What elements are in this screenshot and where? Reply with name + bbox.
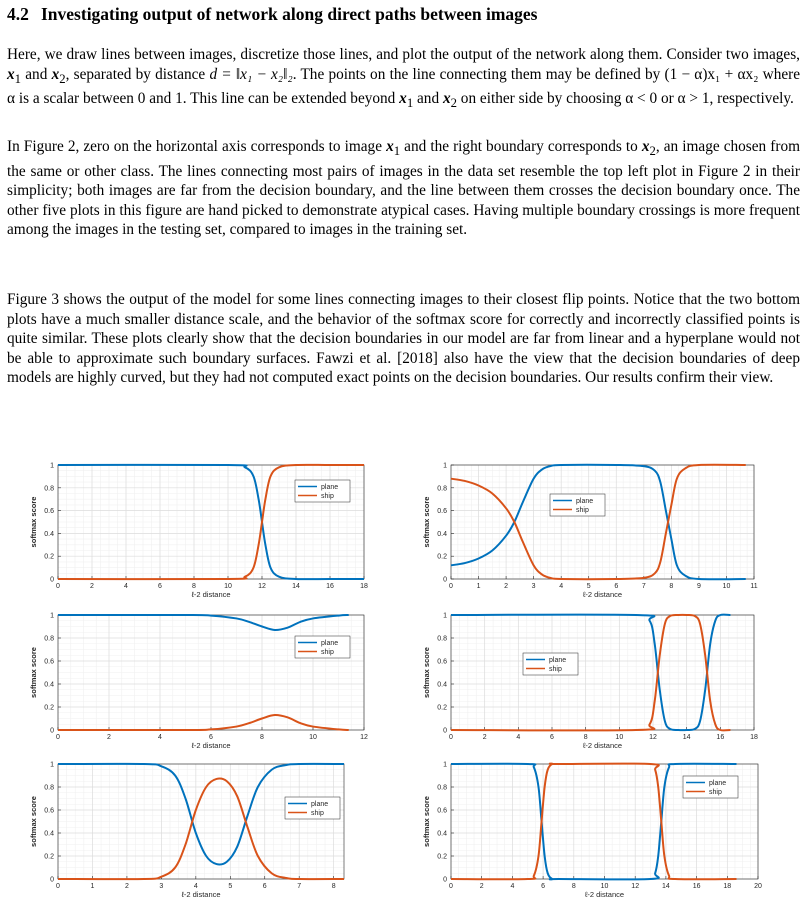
y-tick-label: 0.8 (437, 485, 447, 493)
x-axis-label: ℓ-2 distance (584, 890, 625, 899)
x-tick-label: 16 (692, 883, 701, 890)
y-tick-label: 0.2 (44, 553, 54, 561)
x-tick-label: 4 (510, 883, 515, 890)
x-tick-label: 0 (56, 734, 60, 741)
x-tick-label: 10 (615, 734, 624, 741)
p1-text-4: where α is a scalar between 0 and 1. This line can be extended beyond (7, 65, 801, 108)
x-tick-label: 12 (360, 734, 368, 741)
y-tick-label: 0 (50, 876, 54, 884)
x-axis-label: ℓ-2 distance (191, 590, 231, 599)
p1-distance-formula: d = ‖x₁ − x₂‖₂ (209, 65, 293, 83)
y-tick-label: 0.8 (44, 784, 54, 792)
y-axis-label: softmax score (29, 647, 38, 698)
chart-4 (422, 613, 758, 751)
x-tick-label: 6 (209, 734, 213, 741)
y-tick-label: 0.4 (437, 830, 447, 838)
x-tick-label: 3 (531, 583, 536, 590)
x-tick-label: 10 (309, 734, 317, 741)
x-tick-label: 6 (550, 734, 554, 741)
x-tick-label: 10 (224, 583, 232, 590)
legend-label-ship: ship (576, 507, 589, 514)
y-tick-label: 0.8 (44, 635, 54, 643)
y-tick-label: 0.6 (437, 658, 447, 666)
x-tick-label: 4 (124, 583, 128, 590)
chart-6 (422, 762, 762, 900)
y-tick-label: 0.2 (437, 704, 447, 712)
chart-5 (29, 762, 344, 900)
section-heading (7, 4, 538, 25)
x-tick-label: 8 (669, 583, 674, 590)
section-title: Investigating output of network along direct paths between images (41, 4, 538, 24)
p2-text-2: and the right boundary corresponds to (404, 138, 638, 155)
p1-and-2: and (417, 90, 440, 108)
legend-label-ship: ship (709, 789, 722, 796)
x-tick-label: 20 (754, 883, 762, 890)
y-tick-label: 0.2 (437, 853, 447, 861)
legend-label-plane: plane (549, 657, 567, 664)
y-tick-label: 0.4 (437, 530, 447, 538)
x-tick-label: 0 (449, 734, 453, 741)
y-tick-label: 0.6 (44, 508, 54, 516)
p3-softmax: softmax (416, 310, 466, 328)
x-tick-label: 8 (192, 583, 196, 590)
paragraph-3 (7, 290, 800, 388)
x-tick-label: 6 (614, 583, 619, 590)
x-tick-label: 1 (476, 583, 481, 590)
x-tick-label: 0 (56, 583, 60, 590)
y-tick-label: 0 (443, 727, 447, 735)
y-tick-label: 0 (443, 576, 447, 584)
x-tick-label: 6 (158, 583, 162, 590)
x-tick-label: 7 (641, 583, 646, 590)
legend-label-ship: ship (321, 649, 334, 656)
x-tick-label: 2 (90, 583, 94, 590)
chart-1 (29, 463, 368, 600)
x-tick-label: 0 (449, 883, 453, 890)
x-tick-label: 12 (258, 583, 266, 590)
x-tick-label: 9 (696, 583, 701, 590)
x-tick-label: 8 (571, 883, 576, 890)
p2-text-3: , an image chosen from the same or other class. The lines connecting most pairs of images in the data set resemble the top left plot in Figure 2 in their simplicity; both images are far from the decision boundary, and the line between them crosses the decision boundary once. The other five plots in this figure are hand picked to demonstrate atypical cases. Having multiple boundary crossings is more frequent among the images in the testing set, compared to images in the training set. (7, 138, 800, 239)
x-tick-label: 18 (723, 883, 732, 890)
x-tick-label: 12 (631, 883, 640, 890)
x-tick-label: 10 (722, 583, 731, 590)
legend-label-ship: ship (321, 493, 334, 500)
p1-combo-formula: (1 − α)x₁ + αx₂ (664, 65, 759, 83)
x-tick-label: 16 (716, 734, 725, 741)
paragraph-2: In Figure 2, zero on the horizontal axis corresponds to image $x_1$ and the right boundary corresponds to $x_2$, an image chosen from the same or other class. The lines connecting most pairs of images in the data set resemble the top left plot in Figure 2 in their simplicity; both images are far from the decision boundary, and the line between them crosses the decision boundary once. The other five plots in this figure are hand picked to demonstrate atypical cases. Having multiple boundary crossings is more frequent among the images in the testing set, compared to images in the training set. (7, 138, 800, 239)
y-axis-label: softmax score (422, 647, 431, 698)
y-tick-label: 0.8 (437, 784, 447, 792)
x-tick-label: 2 (124, 883, 129, 890)
x-tick-label: 0 (449, 583, 453, 590)
x-tick-label: 14 (662, 883, 670, 890)
x-tick-label: 4 (559, 583, 564, 590)
y-tick-label: 1 (50, 761, 54, 769)
y-tick-label: 0.6 (44, 807, 54, 815)
y-tick-label: 1 (443, 462, 447, 470)
legend-label-plane: plane (321, 484, 339, 491)
y-tick-label: 0.4 (44, 830, 54, 838)
y-tick-label: 0.6 (437, 508, 447, 516)
x-tick-label: 5 (586, 583, 591, 590)
section-number: 4.2 (7, 4, 29, 24)
y-axis-label: softmax score (422, 496, 431, 548)
x-tick-label: 11 (750, 583, 758, 590)
p1-text-3: . The points on the line connecting them may be defined by (292, 65, 661, 83)
chart-2 (422, 463, 758, 600)
paragraph-1: Here, we draw lines between images, discretize those lines, and plot the output of the network along them. Consider two images, $x_1$ and $x_2$, separated by distance d = ‖x₁ − x₂‖₂. The points on the line connecting them may be defined by (1 − α)x₁ + αx₂ where α is a scalar between 0 and 1. This line can be extended beyond $x_1$ and $x_2$ on either side by choosing α < 0 or α > 1, respectively. (7, 46, 801, 111)
legend-label-plane: plane (311, 801, 329, 808)
y-axis-label: softmax score (29, 496, 38, 548)
y-axis-label: softmax score (29, 796, 38, 847)
figure-softmax-plots (0, 455, 807, 906)
p2-text-1: In Figure 2, zero on the horizontal axis corresponds to image (7, 138, 382, 155)
x-tick-label: 3 (159, 883, 164, 890)
y-tick-label: 0.8 (437, 635, 447, 643)
y-tick-label: 0.6 (44, 658, 54, 666)
x-tick-label: 7 (297, 883, 302, 890)
x-axis-label: ℓ-2 distance (582, 590, 623, 599)
x-tick-label: 8 (583, 734, 588, 741)
y-tick-label: 0.8 (44, 485, 54, 493)
x-tick-label: 16 (326, 583, 334, 590)
x-axis-label: ℓ-2 distance (582, 741, 623, 750)
x-tick-label: 2 (482, 734, 487, 741)
p1-text-1: Here, we draw lines between images, discretize those lines, and plot the output of the network along them. Consider two images, (7, 46, 800, 63)
legend-label-ship: ship (311, 810, 324, 817)
x-tick-label: 12 (649, 734, 657, 741)
y-tick-label: 1 (443, 612, 447, 620)
x-tick-label: 2 (504, 583, 509, 590)
x-tick-label: 6 (262, 883, 267, 890)
x-tick-label: 8 (331, 883, 336, 890)
y-tick-label: 0.6 (437, 807, 447, 815)
x-tick-label: 1 (90, 883, 95, 890)
p1-and-1: and (25, 65, 48, 83)
y-tick-label: 0.2 (44, 704, 54, 712)
x-tick-label: 14 (292, 583, 300, 590)
series-line-plane (58, 615, 349, 630)
legend-label-plane: plane (576, 498, 594, 505)
x-tick-label: 18 (360, 583, 368, 590)
x-tick-label: 14 (682, 734, 691, 741)
x-tick-label: 0 (56, 883, 60, 890)
x-tick-label: 6 (541, 883, 546, 890)
p3-text-1: Figure 3 shows the output of the model for some lines connecting images to their closest flip points. Notice that the two bottom plots have a much smaller distance scale, and the behavior of the (7, 291, 800, 328)
x-tick-label: 2 (479, 883, 484, 890)
y-tick-label: 0.4 (44, 530, 54, 538)
series-line-ship (58, 715, 349, 730)
y-tick-label: 1 (50, 462, 54, 470)
y-tick-label: 1 (443, 761, 447, 769)
x-tick-label: 4 (158, 734, 162, 741)
x-tick-label: 5 (228, 883, 233, 890)
y-tick-label: 0.2 (437, 553, 447, 561)
y-axis-label: softmax score (422, 796, 431, 847)
x-tick-label: 4 (516, 734, 521, 741)
y-tick-label: 0.4 (44, 681, 54, 689)
y-tick-label: 1 (50, 612, 54, 620)
y-tick-label: 0.2 (44, 853, 54, 861)
x-tick-label: 18 (750, 734, 758, 741)
p1-text-2: , separated by distance (65, 65, 206, 83)
x-tick-label: 8 (260, 734, 264, 741)
y-tick-label: 0.4 (437, 681, 447, 689)
chart-3 (29, 613, 368, 751)
p3-text-2: score for correctly and incorrectly classified points is quite similar. These plots clearly show that the decision boundaries in our model are far from linear and a hyperplane would not be able to approximate such boundary surfaces. Fawzi et al. [2018] also have the view that the decision boundaries of deep models are highly curved, but they had not computed exact points on the decision boundaries. Our results confirm their view. (7, 310, 800, 387)
legend-label-plane: plane (321, 640, 339, 647)
legend-label-ship: ship (549, 666, 562, 673)
x-tick-label: 10 (600, 883, 609, 890)
y-tick-label: 0 (50, 727, 54, 735)
p1-text-5: on either side by choosing α < 0 or α > 1, respectively. (460, 90, 794, 108)
y-tick-label: 0 (443, 876, 447, 884)
x-axis-label: ℓ-2 distance (181, 890, 221, 899)
y-tick-label: 0 (50, 576, 54, 584)
x-tick-label: 4 (193, 883, 198, 890)
x-tick-label: 2 (107, 734, 111, 741)
legend-label-plane: plane (709, 780, 727, 787)
x-axis-label: ℓ-2 distance (191, 741, 231, 750)
